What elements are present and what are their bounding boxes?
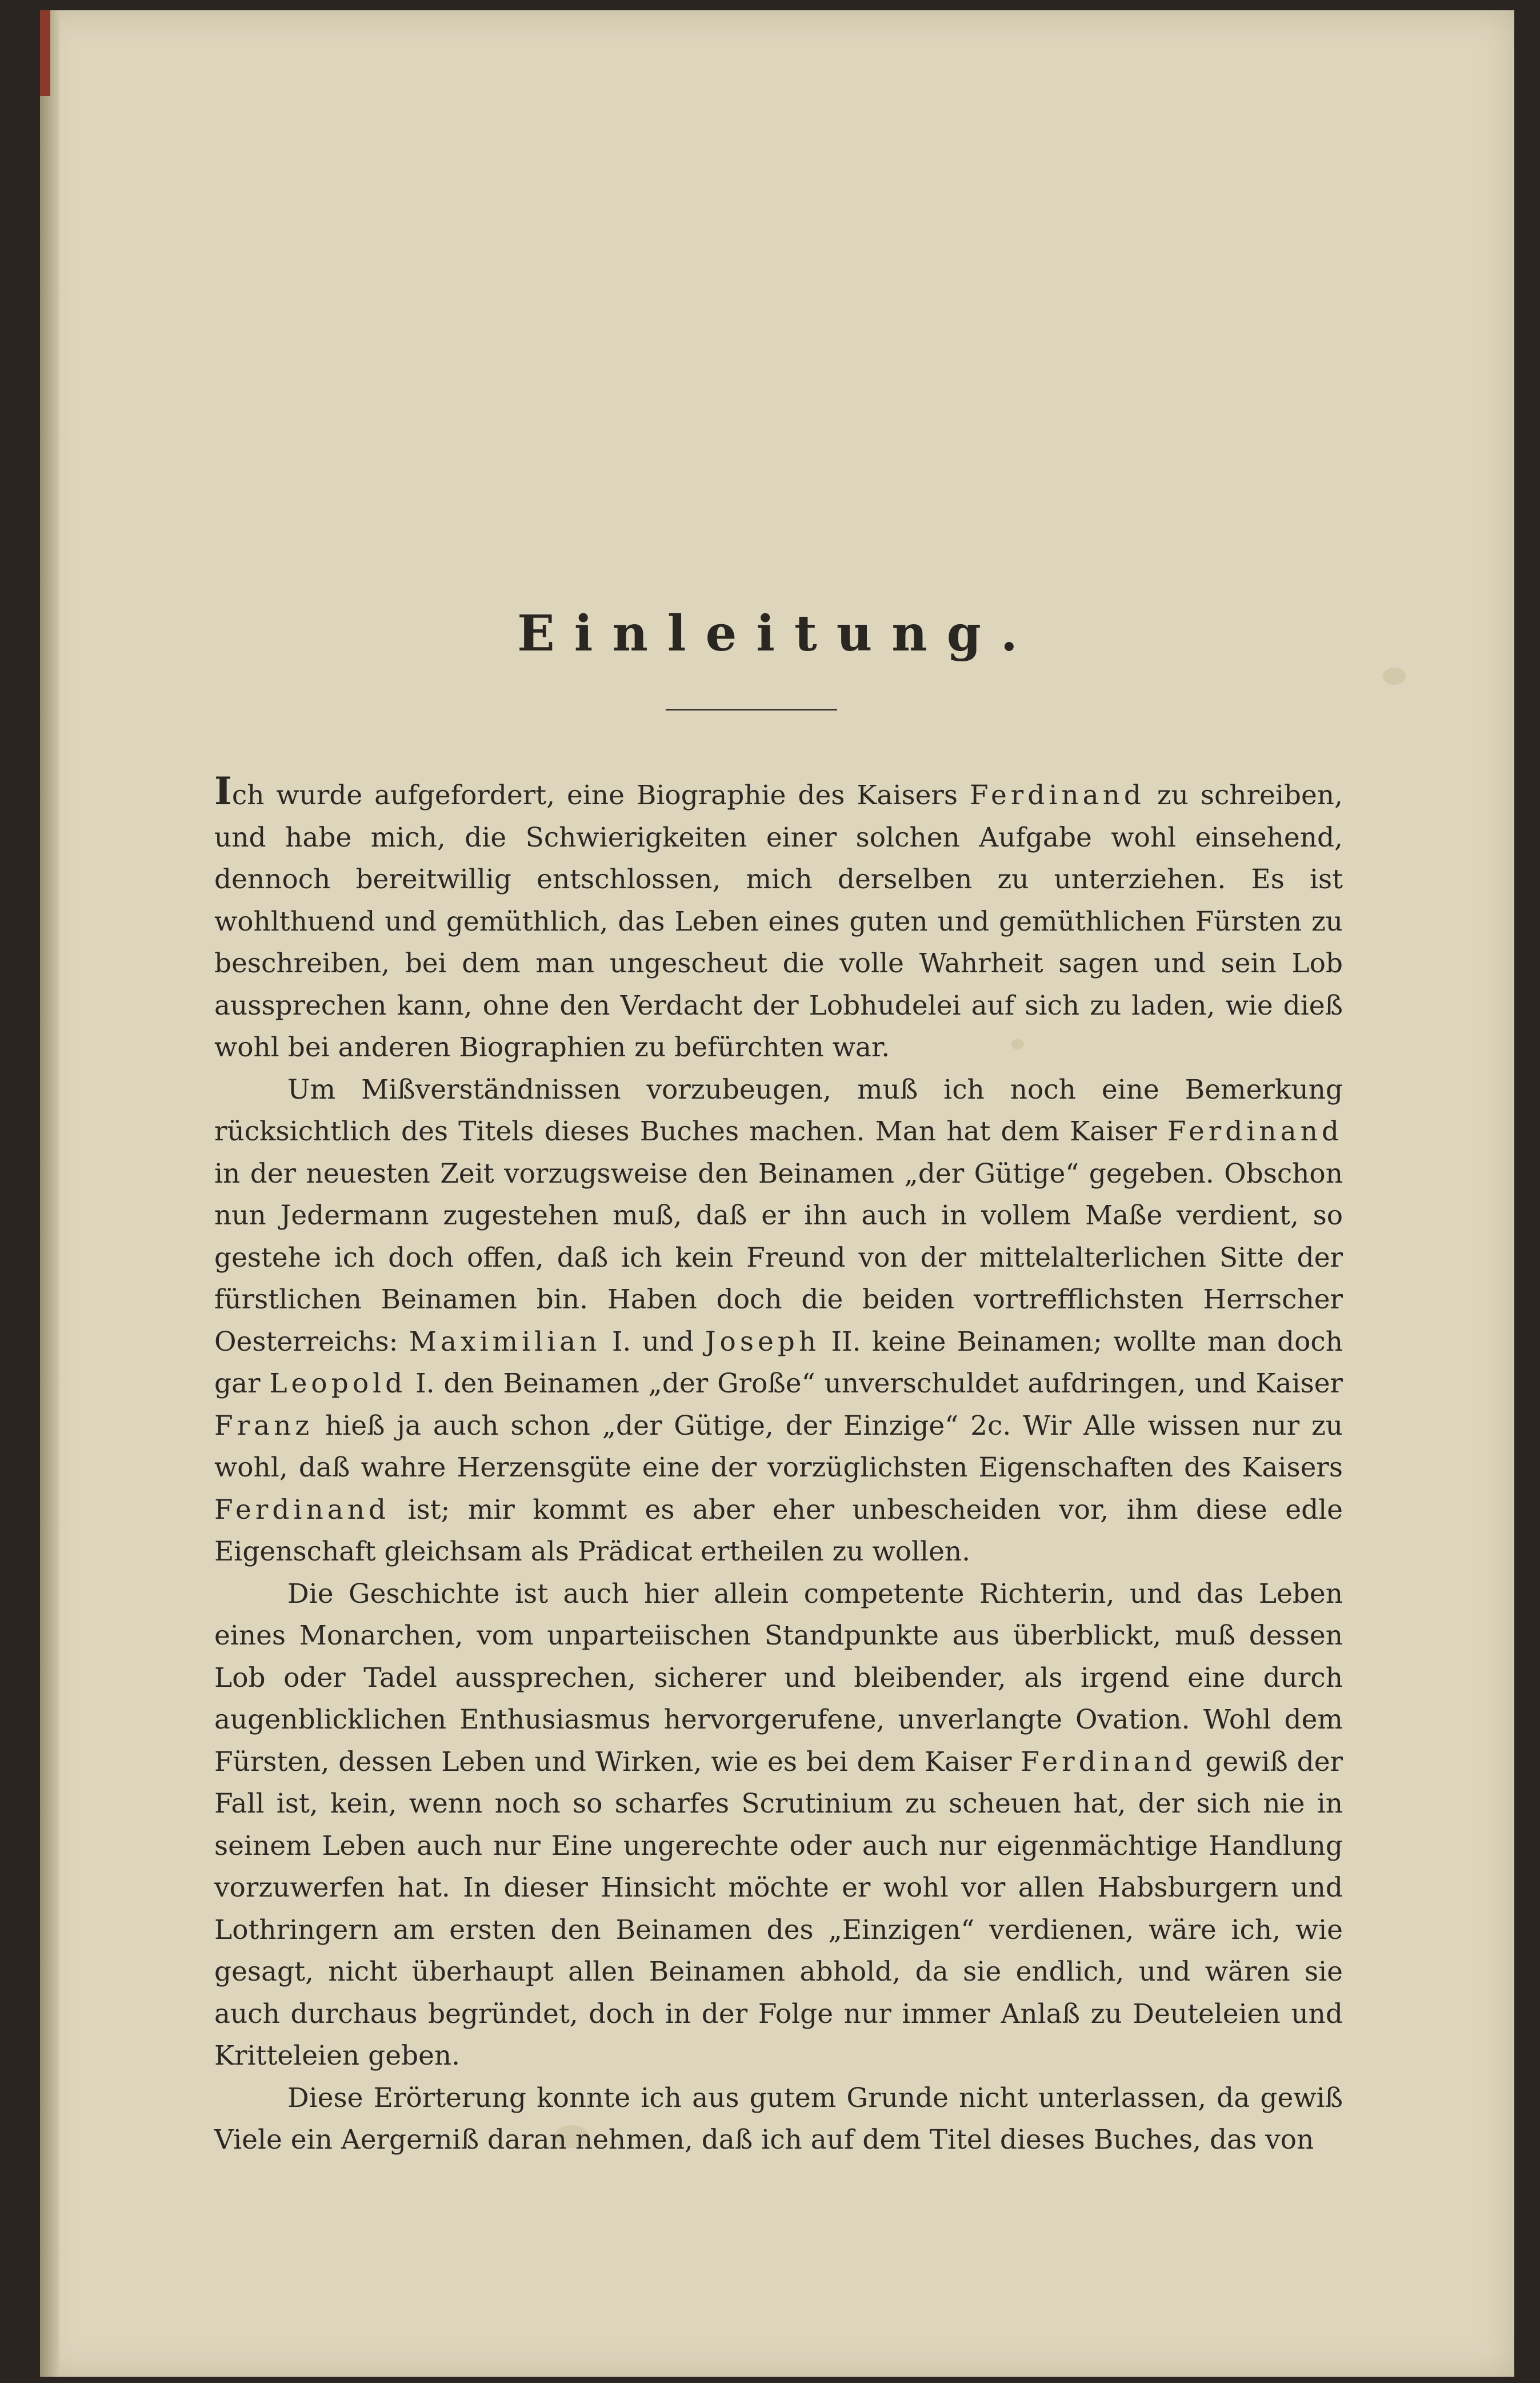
text-segment: ist; mir kommt es aber eher unbescheiden vor, ihm diese edle Eigenschaft gleichsam als Prädicat ertheilen zu wollen. bbox=[214, 1494, 1343, 1567]
chapter-heading: Einleitung. bbox=[517, 605, 1037, 662]
text-segment: hieß ja auch schon „der Gütige, der Einzige“ 2c. Wir Alle wissen nur zu wohl, daß wahre Herzensgüte eine der vorzüglichsten Eigenschaften des Kaisers bbox=[214, 1410, 1343, 1483]
paragraph bbox=[214, 1069, 1343, 1573]
text-segment: in der neuesten Zeit vorzugsweise den Beinamen „der Gütige“ gegeben. Obschon nun Jedermann zugestehen muß, daß er ihn auch in vollem Maße verdient, so gestehe ich doch offen, daß ich kein Freund von der mittelalterlichen Sitte der fürstlichen Beinamen bin. Haben doch die beiden vortrefflichsten Herrscher Oesterreichs: bbox=[214, 1157, 1343, 1358]
ribbon-mark bbox=[40, 10, 50, 96]
heading-rule bbox=[666, 709, 837, 710]
text-segment: I. den Beinamen „der Große“ unverschuldet aufdringen, und Kaiser bbox=[406, 1368, 1343, 1399]
spaced-name: Leopold bbox=[269, 1368, 407, 1399]
text-segment: Um Mißverständnissen vorzubeugen, muß ich noch eine Bemerkung rücksichtlich des Titels dieses Buches machen. Man hat dem Kaiser bbox=[214, 1073, 1343, 1147]
paragraph bbox=[214, 2077, 1343, 2161]
spaced-name: Ferdinand bbox=[969, 780, 1146, 811]
spaced-name: Ferdinand bbox=[214, 1494, 390, 1526]
spaced-name: Joseph bbox=[705, 1326, 821, 1358]
text-segment: zu schreiben, und habe mich, die Schwierigkeiten einer solchen Aufgabe wohl einsehend, dennoch bereitwillig entschlossen, mich derselben zu unterziehen. Es ist wohlthuend und gemüthlich, das Leben eines guten und gemüthlichen Fürsten zu beschreiben, bei dem man ungescheut die volle Wahrheit sagen und sein Lob aussprechen kann, ohne den Verdacht der Lobhudelei auf sich zu laden, wie dieß wohl bei anderen Biographien zu befürchten war. bbox=[214, 780, 1343, 1063]
body-text bbox=[214, 771, 1343, 2161]
spaced-name: Ferdinand bbox=[1167, 1116, 1343, 1147]
text-segment: ch wurde aufgefordert, eine Biographie des Kaisers bbox=[231, 780, 970, 811]
spaced-name: Franz bbox=[214, 1410, 314, 1442]
spaced-name: Ferdinand bbox=[1021, 1746, 1197, 1778]
book-page bbox=[40, 10, 1514, 2377]
paragraph bbox=[214, 1573, 1343, 2077]
paragraph bbox=[214, 771, 1343, 1069]
spaced-name: Maximilian bbox=[409, 1326, 601, 1358]
text-segment: II. keine Beinamen; wollte man doch gar bbox=[214, 1326, 1343, 1399]
text-segment: gewiß der Fall ist, kein, wenn noch so scharfes Scrutinium zu scheuen hat, der sich nie in seinem Leben auch nur Eine ungerechte oder auch nur eigenmächtige Handlung vorzuwerfen hat. In dieser Hinsicht möchte er wohl vor allen Habsburgern und Lothringern am ersten den Beinamen des „Einzigen“ verdienen, wäre ich, wie gesagt, nicht überhaupt allen Beinamen abhold, da sie endlich, und wären sie auch durchaus begründet, doch in der Folge nur immer Anlaß zu Deuteleien und Kritteleien geben. bbox=[214, 1746, 1343, 2071]
foxing-stain bbox=[1383, 668, 1406, 685]
page-binding-edge bbox=[40, 10, 59, 2377]
initial-letter: I bbox=[214, 769, 232, 813]
text-segment: Diese Erörterung konnte ich aus gutem Grunde nicht unterlassen, da gewiß Viele ein Aergerniß daran nehmen, daß ich auf dem Titel dieses Buches, das von bbox=[214, 2082, 1343, 2156]
text-segment: I. und bbox=[601, 1326, 705, 1358]
text-segment: Die Geschichte ist auch hier allein competente Richterin, und das Leben eines Monarchen, vom unparteiischen Standpunkte aus überblickt, muß dessen Lob oder Tadel aussprechen, sicherer und bleibender, als irgend eine durch augenblicklichen Enthusiasmus hervorgerufene, unverlangte Ovation. Wohl dem Fürsten, dessen Leben und Wirken, wie es bei dem Kaiser bbox=[214, 1578, 1343, 1778]
